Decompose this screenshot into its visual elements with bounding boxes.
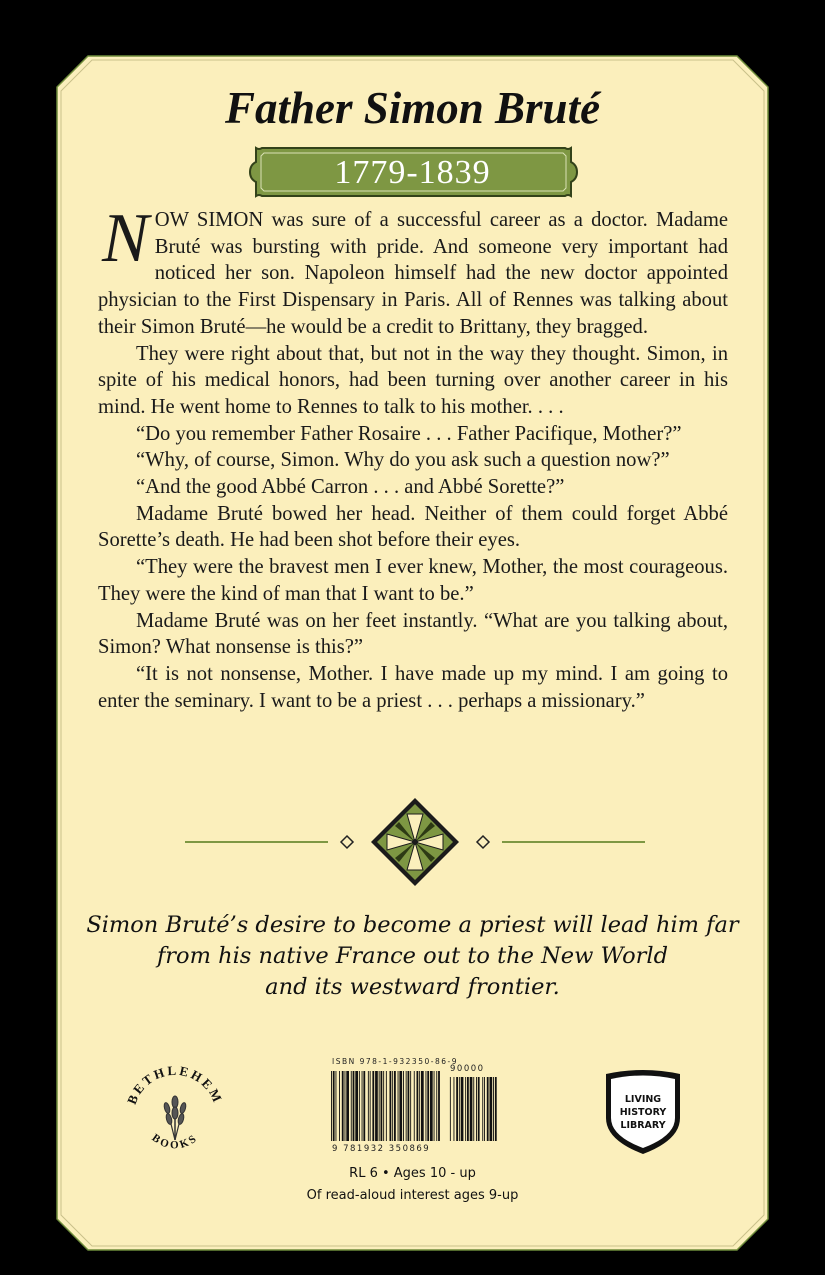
- barcode-bar: [493, 1077, 494, 1141]
- barcode-bar: [331, 1071, 332, 1141]
- bethlehem-books-logo: [120, 1058, 230, 1168]
- badge-line: HISTORY: [619, 1107, 667, 1118]
- isbn-text: ISBN 978-1-932350-86-9: [332, 1057, 458, 1066]
- barcode-bar: [392, 1071, 393, 1141]
- barcode-bar: [398, 1071, 399, 1141]
- read-aloud-note: Of read-aloud interest ages 9-up: [306, 1188, 519, 1203]
- barcode-bar: [406, 1071, 407, 1141]
- barcode-bar: [426, 1071, 427, 1141]
- life-dates: 1779-1839: [334, 154, 491, 191]
- maltese-cross-icon: [371, 798, 459, 886]
- tagline-line: Simon Bruté’s desire to become a priest will lead him far: [86, 912, 739, 938]
- excerpt-paragraph: They were right about that, but not in the way they thought. Simon, in spite of his medical honors, had been turning over another career in his mind. He went home to Rennes to talk to his mother. . . .: [98, 342, 728, 418]
- barcode-bar: [390, 1071, 392, 1141]
- barcode-bar: [417, 1071, 419, 1141]
- excerpt-paragraph: [98, 200, 728, 341]
- excerpt-paragraph: “They were the bravest men I ever knew, Mother, the most courageous. They were the kind of man that I want to be.”: [98, 556, 728, 605]
- barcode-bar: [362, 1071, 363, 1141]
- barcode-bar: [484, 1077, 485, 1141]
- badge-line: LIVING: [624, 1094, 662, 1105]
- barcode-bar: [359, 1071, 360, 1141]
- living-history-library-badge: [604, 1068, 682, 1156]
- barcode-bar: [436, 1071, 437, 1141]
- barcode-bar: [372, 1071, 374, 1141]
- barcode-bar: [368, 1071, 369, 1141]
- barcode-bar: [487, 1077, 489, 1141]
- cross-ornament-divider: [185, 796, 645, 888]
- excerpt-paragraph-text: OW SIMON was sure of a successful career as a doctor. Madame Bruté was bursting with pride. And someone very important had noticed her son. Napoleon himself had the new doctor appointed physician to the First Dispensary in Paris. All of Rennes was talking about their Simon Bruté—he would be a credit to Brittany, they bragged.: [98, 209, 728, 338]
- excerpt-paragraph: Madame Bruté was on her feet instantly. “What are you talking about, Simon? What nonsense is this?”: [98, 609, 728, 659]
- barcode-bar: [495, 1077, 497, 1141]
- barcode-bar: [342, 1071, 344, 1141]
- barcode-bar: [353, 1071, 355, 1141]
- barcode-bar: [355, 1071, 358, 1141]
- barcode-bar: [339, 1071, 340, 1141]
- excerpt-paragraph: “It is not nonsense, Mother. I have made up my mind. I am going to enter the seminary. I want to be a priest . . . perhaps a missionary.”: [98, 662, 728, 712]
- barcode-bar: [346, 1071, 349, 1141]
- barcode-bar: [450, 1077, 451, 1141]
- barcode-bar: [467, 1077, 469, 1141]
- barcode-bar: [470, 1077, 473, 1141]
- badge-line: LIBRARY: [620, 1120, 666, 1131]
- barcode-bar: [345, 1071, 346, 1141]
- barcode-bar: [399, 1071, 402, 1141]
- excerpt-paragraph: “Do you remember Father Rosaire . . . Father Pacifique, Mother?”: [136, 422, 682, 445]
- barcode-bar: [427, 1071, 429, 1141]
- barcode-bar: [430, 1071, 433, 1141]
- excerpt-paragraph: “Why, of course, Simon. Why do you ask such a question now?”: [136, 449, 670, 472]
- barcode-bar: [351, 1071, 352, 1141]
- barcode-bar: [461, 1077, 464, 1141]
- barcode-bar: [473, 1077, 474, 1141]
- drop-cap: N: [102, 200, 149, 277]
- barcode-bar: [438, 1071, 440, 1141]
- barcode-bar: [459, 1077, 460, 1141]
- tagline-line: and its westward frontier.: [265, 974, 560, 1000]
- barcode-bar: [370, 1071, 371, 1141]
- barcode-bar: [478, 1077, 480, 1141]
- barcode-bar: [490, 1077, 493, 1141]
- barcode-bar: [394, 1071, 396, 1141]
- barcode-bar: [333, 1071, 335, 1141]
- tagline: [60, 910, 765, 1003]
- barcode-bar: [421, 1071, 424, 1141]
- barcode-bar: [434, 1071, 435, 1141]
- barcode-bar: [410, 1071, 411, 1141]
- wheat-icon: [163, 1096, 187, 1140]
- barcode-bar: [482, 1077, 483, 1141]
- excerpt-paragraph: “And the good Abbé Carron . . . and Abbé Sorette?”: [136, 476, 565, 499]
- barcode-bar: [476, 1077, 477, 1141]
- barcode-bar: [454, 1077, 455, 1141]
- barcode-bar: [386, 1071, 387, 1141]
- barcode-bar: [375, 1071, 378, 1141]
- barcode-bar: [414, 1071, 415, 1141]
- barcode-bar: [336, 1071, 337, 1141]
- book-title: Father Simon Bruté: [224, 83, 601, 133]
- excerpt-paragraph: Madame Bruté bowed her head. Neither of them could forget Abbé Sorette’s death. He had been shot before their eyes.: [98, 502, 728, 552]
- reading-level: RL 6 • Ages 10 - up: [349, 1166, 476, 1181]
- price-code: 90000: [450, 1064, 485, 1074]
- tagline-line: from his native France out to the New World: [156, 943, 669, 969]
- barcode-number: 9 781932 350869: [332, 1144, 431, 1154]
- logo-top-text: BETHLEHEM: [123, 1062, 227, 1107]
- barcode-bar: [363, 1071, 365, 1141]
- barcode-bar: [419, 1071, 420, 1141]
- barcode-bar: [403, 1071, 404, 1141]
- barcode-bar: [408, 1071, 410, 1141]
- barcode-bar: [456, 1077, 458, 1141]
- logo-bottom-text: BOOKS: [149, 1131, 201, 1152]
- barcode-bar: [379, 1071, 380, 1141]
- barcode-bar: [381, 1071, 383, 1141]
- barcode-bar: [383, 1071, 384, 1141]
- barcode-bar: [465, 1077, 466, 1141]
- excerpt: [98, 200, 728, 714]
